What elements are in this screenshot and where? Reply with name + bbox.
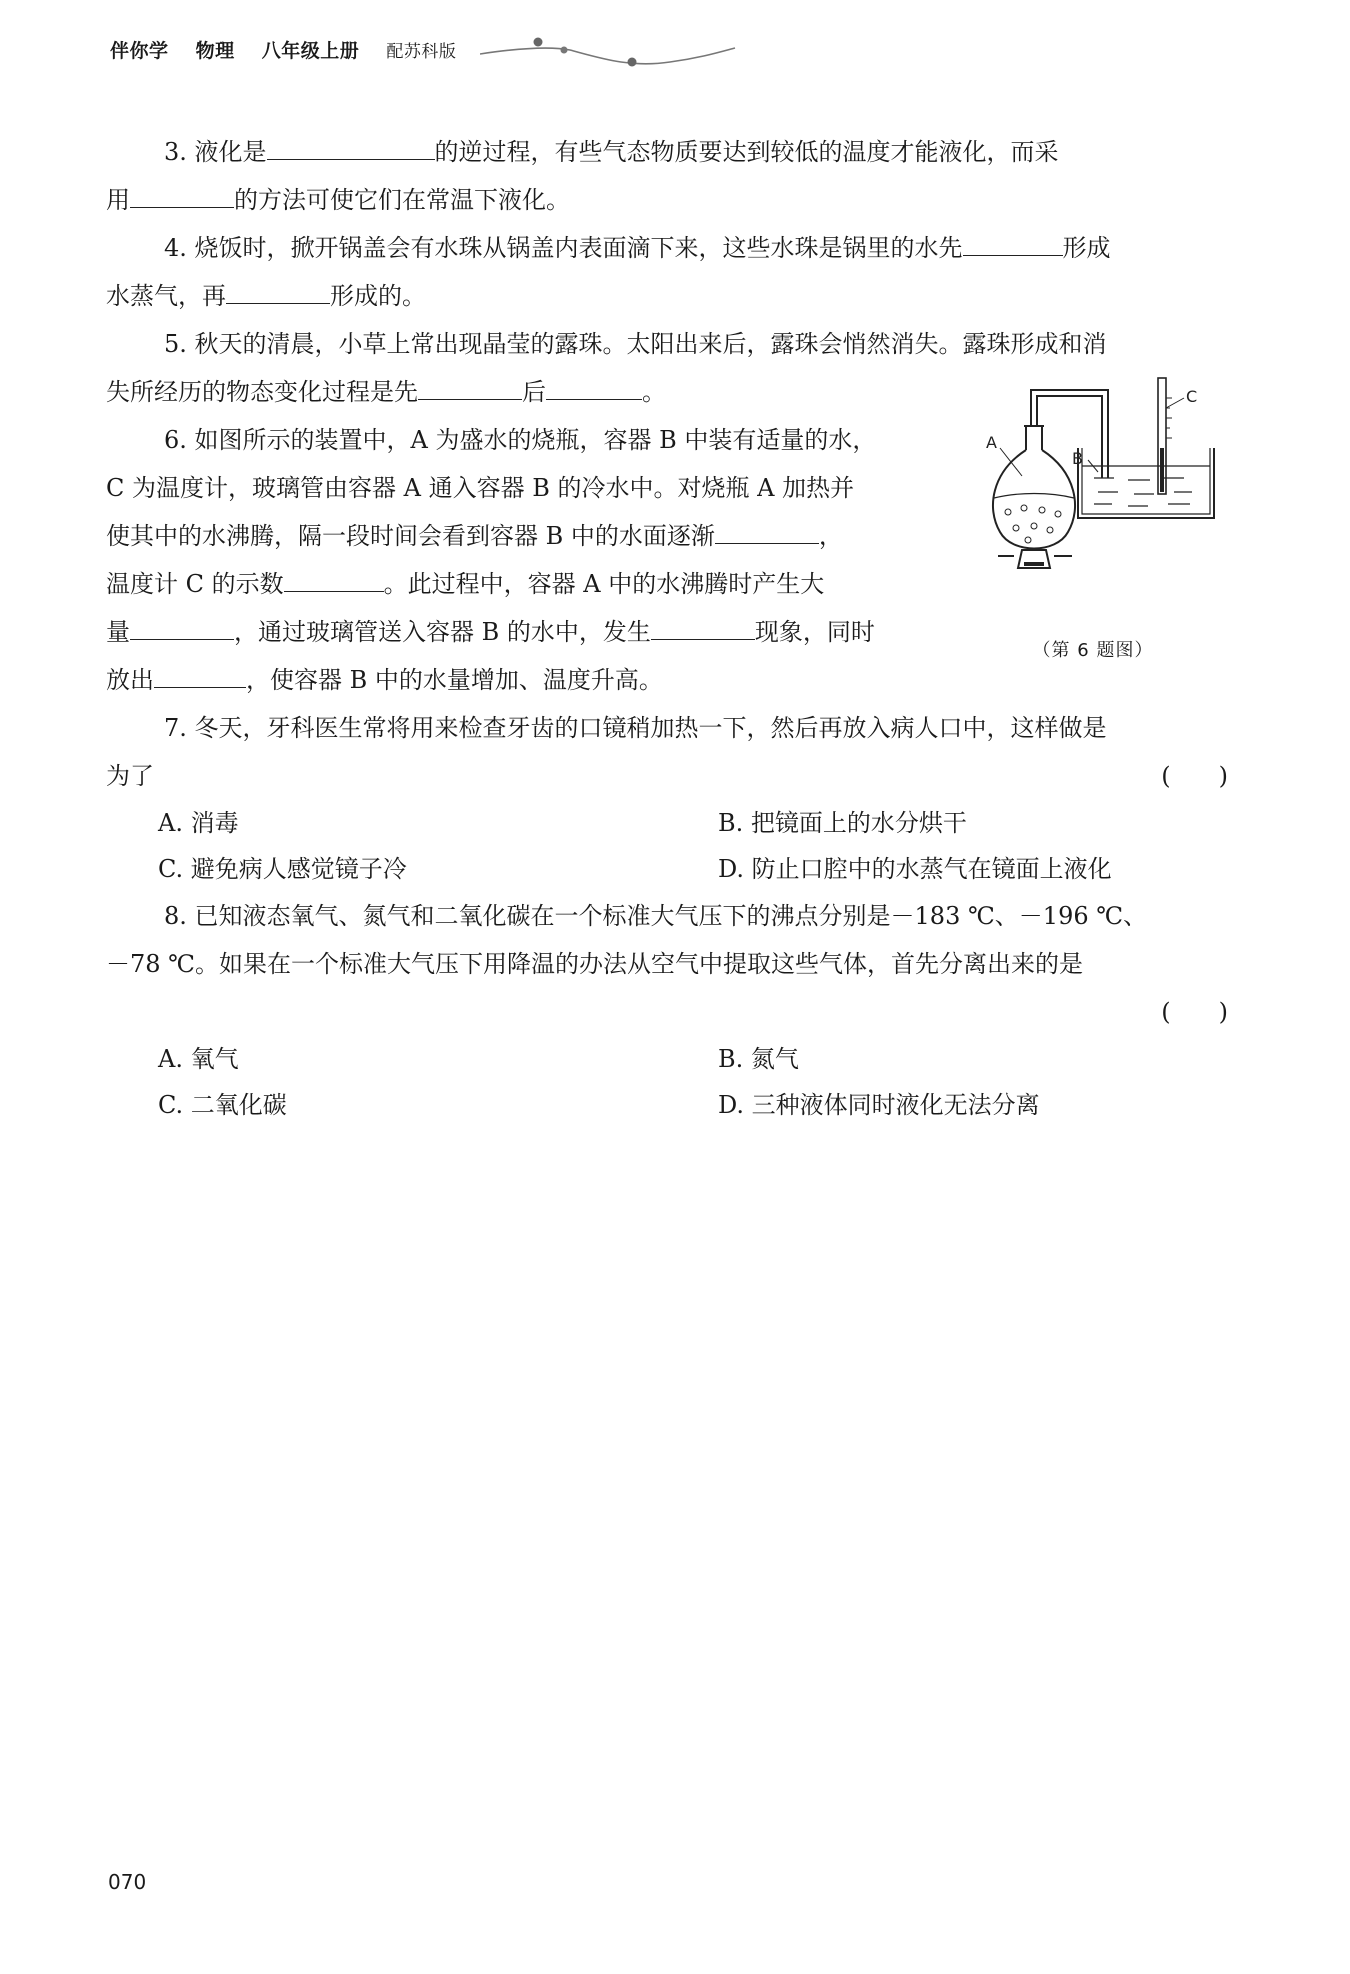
q7-stem [106,704,1234,752]
question-4 [106,224,1234,320]
answer-blank[interactable] [284,561,384,592]
q7-option-d[interactable]: D. 防止口腔中的水蒸气在镜面上液化 [718,855,1112,883]
answer-blank[interactable] [715,513,819,544]
q6-part-a: 6. 如图所示的装置中，A 为盛水的烧瓶，容器 B 中装有适量的水， [164,426,877,454]
q3-text-cont [106,176,1234,224]
q7-stem-a: 7. 冬天，牙科医生常将用来检查牙齿的口镜稍加热一下，然后再放入病人口中，这样做是 [164,714,1107,742]
q8-stem-b: －78 ℃。如果在一个标准大气压下用降温的办法从空气中提取这些气体，首先分离出来的是 [106,950,1084,978]
q8-answer-paren[interactable]: ( ) [1161,998,1228,1026]
q7-options [158,800,1234,892]
q6-line-5 [106,608,942,656]
q6-line-4 [106,560,942,608]
q6-part-g: 量 [106,618,130,646]
q8-option-b[interactable]: B. 氮气 [718,1045,799,1073]
q4-part-c: 水蒸气，再 [106,282,226,310]
page-number: 070 [108,1870,147,1894]
answer-blank[interactable] [546,369,642,400]
q8-stem [106,892,1234,940]
q6-part-j: 放出 [106,666,154,694]
answer-blank[interactable] [130,609,234,640]
question-3 [106,128,1234,224]
q4-text [106,224,1234,272]
figure-caption: （第 6 题图） [1032,640,1154,661]
answer-blank[interactable] [226,273,330,304]
q4-part-b: 形成 [1062,234,1111,262]
q6-part-i: 现象，同时 [754,618,875,646]
question-6 [106,416,942,704]
answer-blank[interactable] [651,609,755,640]
answer-blank[interactable] [154,657,246,688]
q4-part-d: 形成的。 [330,282,426,310]
q4-text-cont [106,272,1234,320]
answer-blank[interactable] [267,129,435,160]
book-title: 伴你学 [110,40,169,62]
q7-stem-b: 为了 [106,762,154,790]
q5-part-d: 。 [642,378,666,406]
label-c: C [1186,387,1198,406]
q6-part-f: 。此过程中，容器 A 中的水沸腾时产生大 [383,570,825,598]
q7-answer-paren[interactable]: ( ) [1161,762,1228,790]
q6-line-1 [106,416,942,464]
q6-part-e: 温度计 C 的示数 [106,570,284,598]
q3-part-b: 的逆过程，有些气态物质要达到较低的温度才能液化，而采 [434,138,1059,166]
q5-part-c: 后 [522,378,546,406]
answer-blank[interactable] [130,177,234,208]
q6-line-6 [106,656,942,704]
q5-part-b: 失所经历的物态变化过程是先 [106,378,418,406]
q5-text [106,320,1234,368]
question-6-figure [978,368,1234,678]
label-a: A [986,433,997,452]
q6-line-2 [106,464,942,512]
q8-option-c[interactable]: C. 二氧化碳 [158,1091,287,1119]
q6-part-b: C 为温度计，玻璃管由容器 A 通入容器 B 的冷水中。对烧瓶 A 加热并 [106,474,855,502]
q8-stem-cont [106,940,1234,988]
q6-part-c: 使其中的水沸腾，隔一段时间会看到容器 B 中的水面逐渐 [106,522,715,550]
apparatus-diagram [978,368,1234,628]
grade-label: 八年级上册 [261,40,360,62]
edition-label: 配苏科版 [386,42,457,62]
q3-part-a: 3. 液化是 [164,138,267,166]
answer-blank[interactable] [963,225,1063,256]
subject-label: 物理 [195,40,235,62]
q8-option-a[interactable]: A. 氧气 [158,1045,239,1073]
q6-line-3 [106,512,942,560]
q8-options [158,1036,1234,1128]
q6-part-k: ，使容器 B 中的水量增加、温度升高。 [246,666,663,694]
q5-part-a: 5. 秋天的清晨，小草上常出现晶莹的露珠。太阳出来后，露珠会悄然消失。露珠形成和消 [164,330,1107,358]
q6-part-d: ， [818,522,843,550]
q3-text [106,128,1234,176]
label-b: B [1072,449,1083,468]
q7-option-c[interactable]: C. 避免病人感觉镜子冷 [158,855,407,883]
question-8 [106,892,1234,1128]
answer-blank[interactable] [418,369,522,400]
q3-part-c: 用 [106,186,130,214]
page-header [110,36,478,70]
q3-part-d: 的方法可使它们在常温下液化。 [234,186,570,214]
q4-part-a: 4. 烧饭时，掀开锅盖会有水珠从锅盖内表面滴下来，这些水珠是锅里的水先 [164,234,963,262]
q7-option-a[interactable]: A. 消毒 [158,809,239,837]
question-7 [106,704,1234,892]
q6-part-h: ，通过玻璃管送入容器 B 的水中，发生 [234,618,651,646]
q8-stem-a: 8. 已知液态氧气、氮气和二氧化碳在一个标准大气压下的沸点分别是－183 ℃、－196 ℃、 [164,902,1148,930]
q7-option-b[interactable]: B. 把镜面上的水分烘干 [718,809,967,837]
q8-option-d[interactable]: D. 三种液体同时液化无法分离 [718,1091,1040,1119]
header-decoration [480,28,740,78]
